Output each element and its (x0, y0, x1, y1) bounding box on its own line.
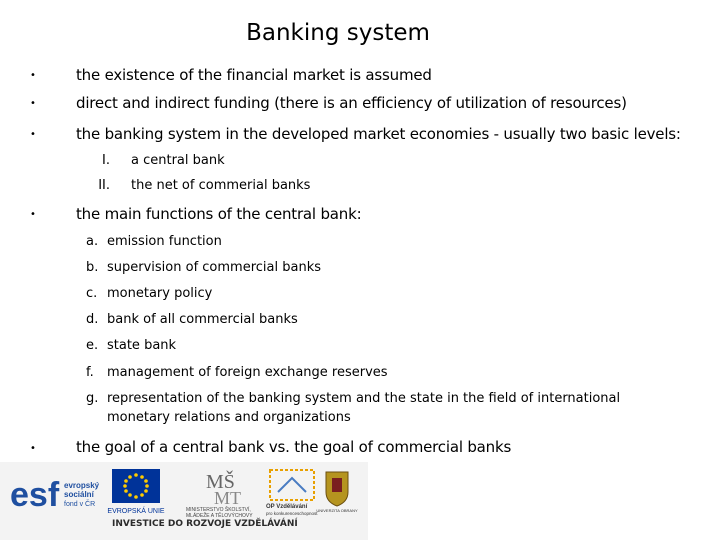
msmt-logo (186, 466, 262, 518)
bullet-marker: • (30, 129, 36, 140)
op-logo (266, 468, 320, 518)
level-number: I. (102, 153, 110, 168)
op-logo-line: OP Vzdělávání (266, 504, 308, 510)
level-text: a central bank (131, 153, 225, 168)
function-text: supervision of commercial banks (107, 260, 321, 275)
function-text: bank of all commercial banks (107, 312, 298, 327)
esf-logo-line: fond v ČR (64, 501, 96, 508)
bullet-marker: • (30, 70, 36, 81)
function-letter: e. (86, 338, 99, 353)
msmt-logo-line: MINISTERSTVO ŠKOLSTVÍ, (186, 507, 251, 513)
function-text: monetary policy (107, 286, 213, 301)
esf-logo-letters: esf (10, 476, 60, 514)
eu-logo-label: EVROPSKÁ UNIE (107, 508, 165, 515)
function-letter: g. (86, 391, 99, 406)
function-letter: f. (86, 365, 94, 380)
bullet-text: direct and indirect funding (there is an efficiency of utilization of resources) (76, 94, 627, 112)
svg-text:MŠ: MŠ (206, 471, 235, 493)
esf-logo-line: sociální (64, 490, 94, 499)
function-text: representation of the banking system and the state in the field of international (107, 391, 621, 406)
function-letter: c. (86, 286, 98, 301)
esf-logo (10, 470, 106, 516)
svg-text:MT: MT (214, 488, 241, 508)
bullet-text: the main functions of the central bank: (76, 205, 362, 223)
op-logo-line: pro konkurenceschopnost (266, 511, 318, 516)
level-text: the net of commerial banks (131, 178, 311, 193)
function-letter: a. (86, 234, 99, 249)
bullet-marker: • (30, 209, 36, 220)
bullet-text: the existence of the financial market is assumed (76, 66, 432, 84)
footer-tagline: INVESTICE DO ROZVOJE VZDĚLÁVÁNÍ (112, 519, 298, 529)
bullet-marker: • (30, 443, 36, 454)
function-text: state bank (107, 338, 177, 353)
function-letter: b. (86, 260, 99, 275)
level-number: II. (98, 178, 110, 193)
esf-logo-line: evropský (64, 481, 100, 490)
eu-logo (107, 467, 165, 517)
university-crest-logo (316, 470, 358, 516)
bullet-text: the goal of a central bank vs. the goal of commercial banks (76, 438, 512, 456)
function-letter: d. (86, 312, 99, 327)
slide-title: Banking system (246, 20, 430, 46)
university-logo-label: UNIVERZITA OBRANY (316, 508, 358, 513)
bullet-text: the banking system in the developed market economies - usually two basic levels: (76, 125, 681, 143)
function-text-continued: monetary relations and organizations (107, 410, 351, 425)
function-text: emission function (107, 234, 222, 249)
bullet-marker: • (30, 98, 36, 109)
function-text: management of foreign exchange reserves (107, 365, 388, 380)
msmt-logo-line: MLÁDEŽE A TĚLOVÝCHOVY (186, 513, 253, 519)
